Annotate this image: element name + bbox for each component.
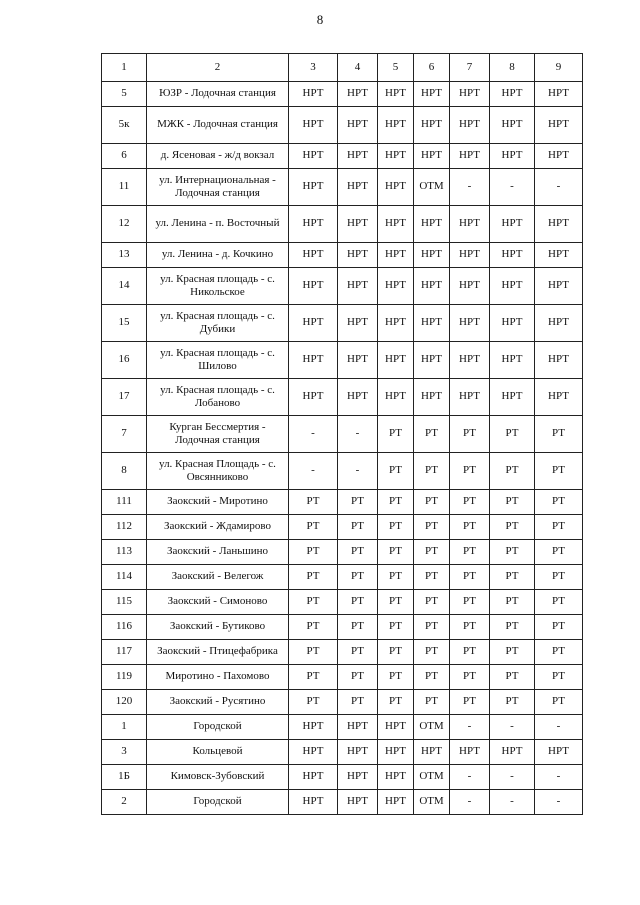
status-cell: НРТ (378, 107, 414, 144)
status-cell: НРТ (289, 342, 338, 379)
status-cell: РТ (378, 453, 414, 490)
route-name-cell: Городской (147, 790, 289, 815)
status-cell: НРТ (535, 243, 583, 268)
route-number-cell: 2 (102, 790, 147, 815)
table-row (102, 107, 583, 144)
status-cell: - (535, 765, 583, 790)
route-number-cell: 6 (102, 144, 147, 169)
page-number: 8 (316, 12, 324, 27)
status-cell: НРТ (450, 305, 490, 342)
table-row (102, 206, 583, 243)
route-number-cell: 13 (102, 243, 147, 268)
status-cell: - (289, 416, 338, 453)
route-number-cell: 12 (102, 206, 147, 243)
status-cell: НРТ (338, 144, 378, 169)
status-cell: НРТ (378, 379, 414, 416)
status-cell: НРТ (535, 82, 583, 107)
route-number-cell: 15 (102, 305, 147, 342)
table-row (102, 416, 583, 453)
table-row (102, 715, 583, 740)
status-cell: РТ (450, 490, 490, 515)
status-cell: РТ (338, 615, 378, 640)
status-cell: НРТ (289, 765, 338, 790)
status-cell: НРТ (450, 144, 490, 169)
status-cell: НРТ (289, 243, 338, 268)
status-cell: НРТ (338, 379, 378, 416)
status-cell: РТ (414, 540, 450, 565)
status-cell: РТ (490, 540, 535, 565)
status-cell: РТ (535, 416, 583, 453)
status-cell: НРТ (378, 268, 414, 305)
status-cell: НРТ (490, 144, 535, 169)
status-cell: РТ (535, 615, 583, 640)
status-cell: НРТ (450, 268, 490, 305)
status-cell: РТ (535, 453, 583, 490)
status-cell: - (450, 715, 490, 740)
status-cell: РТ (414, 416, 450, 453)
status-cell: НРТ (289, 107, 338, 144)
status-cell: НРТ (338, 206, 378, 243)
route-number-cell: 3 (102, 740, 147, 765)
column-header: 9 (535, 54, 583, 82)
status-cell: РТ (450, 590, 490, 615)
status-cell: НРТ (289, 206, 338, 243)
status-cell: РТ (338, 590, 378, 615)
status-cell: НРТ (490, 82, 535, 107)
status-cell: РТ (338, 690, 378, 715)
status-cell: НРТ (289, 379, 338, 416)
status-cell: НРТ (490, 740, 535, 765)
route-number-cell: 114 (102, 565, 147, 590)
status-cell: - (490, 715, 535, 740)
route-number-cell: 111 (102, 490, 147, 515)
status-cell: РТ (535, 690, 583, 715)
status-cell: РТ (535, 590, 583, 615)
status-cell: РТ (535, 640, 583, 665)
status-cell: НРТ (535, 107, 583, 144)
status-cell: РТ (414, 565, 450, 590)
table-row (102, 379, 583, 416)
route-number-cell: 1Б (102, 765, 147, 790)
status-cell: НРТ (414, 268, 450, 305)
status-cell: НРТ (378, 790, 414, 815)
route-name-cell: ул. Красная площадь - с. Шилово (147, 342, 289, 379)
status-cell: РТ (378, 590, 414, 615)
status-cell: НРТ (535, 379, 583, 416)
status-cell: РТ (338, 540, 378, 565)
table-row (102, 590, 583, 615)
status-cell: РТ (338, 515, 378, 540)
status-cell: НРТ (338, 765, 378, 790)
route-name-cell: Городской (147, 715, 289, 740)
status-cell: НРТ (450, 206, 490, 243)
status-cell: - (450, 790, 490, 815)
status-cell: НРТ (289, 790, 338, 815)
status-cell: НРТ (338, 268, 378, 305)
route-number-cell: 5к (102, 107, 147, 144)
status-cell: РТ (338, 565, 378, 590)
route-number-cell: 16 (102, 342, 147, 379)
status-cell: НРТ (414, 206, 450, 243)
status-cell: НРТ (450, 342, 490, 379)
route-name-cell: ул. Интернациональная - Лодочная станция (147, 169, 289, 206)
status-cell: РТ (490, 590, 535, 615)
status-cell: НРТ (535, 305, 583, 342)
status-cell: НРТ (338, 107, 378, 144)
status-cell: НРТ (414, 342, 450, 379)
route-number-cell: 7 (102, 416, 147, 453)
route-name-cell: Курган Бессмертия - Лодочная станция (147, 416, 289, 453)
route-number-cell: 1 (102, 715, 147, 740)
route-name-cell: Заокский - Велегож (147, 565, 289, 590)
table-row (102, 740, 583, 765)
route-name-cell: Заокский - Ждамирово (147, 515, 289, 540)
status-cell: РТ (338, 490, 378, 515)
column-header: 7 (450, 54, 490, 82)
status-cell: РТ (289, 490, 338, 515)
status-cell: РТ (535, 515, 583, 540)
status-cell: НРТ (490, 268, 535, 305)
table-row (102, 144, 583, 169)
status-cell: НРТ (490, 305, 535, 342)
route-name-cell: Миротино - Пахомово (147, 665, 289, 690)
status-cell: РТ (378, 416, 414, 453)
route-name-cell: Кимовск-Зубовский (147, 765, 289, 790)
status-cell: РТ (535, 665, 583, 690)
status-cell: РТ (289, 540, 338, 565)
status-cell: ОТМ (414, 790, 450, 815)
status-cell: НРТ (450, 740, 490, 765)
status-cell: НРТ (338, 82, 378, 107)
status-cell: НРТ (535, 740, 583, 765)
column-header: 5 (378, 54, 414, 82)
status-cell: НРТ (450, 107, 490, 144)
status-cell: РТ (490, 565, 535, 590)
route-name-cell: ул. Ленина - п. Восточный (147, 206, 289, 243)
status-cell: РТ (450, 540, 490, 565)
status-cell: - (490, 765, 535, 790)
status-cell: НРТ (490, 107, 535, 144)
table-row (102, 82, 583, 107)
status-cell: РТ (414, 453, 450, 490)
status-cell: НРТ (414, 243, 450, 268)
route-name-cell: МЖК - Лодочная станция (147, 107, 289, 144)
route-name-cell: Заокский - Миротино (147, 490, 289, 515)
table-row (102, 565, 583, 590)
status-cell: РТ (535, 565, 583, 590)
status-cell: НРТ (378, 169, 414, 206)
status-cell: РТ (378, 540, 414, 565)
status-cell: РТ (490, 515, 535, 540)
status-cell: - (450, 765, 490, 790)
status-cell: НРТ (414, 82, 450, 107)
route-name-cell: Заокский - Симоново (147, 590, 289, 615)
status-cell: РТ (490, 615, 535, 640)
status-cell: РТ (450, 690, 490, 715)
status-cell: НРТ (414, 740, 450, 765)
status-cell: РТ (535, 490, 583, 515)
table-row (102, 790, 583, 815)
status-cell: НРТ (338, 305, 378, 342)
route-name-cell: ул. Красная площадь - с. Никольское (147, 268, 289, 305)
status-cell: РТ (289, 515, 338, 540)
table-row (102, 765, 583, 790)
status-cell: РТ (450, 640, 490, 665)
status-cell: НРТ (378, 82, 414, 107)
route-name-cell: ул. Красная площадь - с. Дубики (147, 305, 289, 342)
route-number-cell: 119 (102, 665, 147, 690)
status-cell: НРТ (490, 243, 535, 268)
status-cell: РТ (535, 540, 583, 565)
column-header: 4 (338, 54, 378, 82)
status-cell: РТ (338, 665, 378, 690)
status-cell: РТ (490, 453, 535, 490)
status-cell: - (535, 790, 583, 815)
status-cell: НРТ (289, 740, 338, 765)
route-name-cell: Заокский - Бутиково (147, 615, 289, 640)
table-row (102, 243, 583, 268)
status-cell: НРТ (378, 342, 414, 379)
status-cell: - (535, 715, 583, 740)
status-cell: ОТМ (414, 765, 450, 790)
route-name-cell: ул. Красная площадь - с. Лобаново (147, 379, 289, 416)
status-cell: НРТ (378, 305, 414, 342)
status-cell: РТ (450, 515, 490, 540)
status-cell: НРТ (338, 169, 378, 206)
status-cell: НРТ (378, 243, 414, 268)
route-number-cell: 14 (102, 268, 147, 305)
route-number-cell: 112 (102, 515, 147, 540)
status-cell: НРТ (490, 379, 535, 416)
status-cell: РТ (450, 453, 490, 490)
status-cell: РТ (378, 490, 414, 515)
status-cell: НРТ (414, 305, 450, 342)
status-cell: НРТ (450, 379, 490, 416)
column-header: 2 (147, 54, 289, 82)
status-cell: НРТ (289, 715, 338, 740)
status-cell: РТ (338, 640, 378, 665)
table-row (102, 665, 583, 690)
status-cell: НРТ (450, 243, 490, 268)
status-cell: - (338, 453, 378, 490)
status-cell: РТ (414, 615, 450, 640)
status-cell: НРТ (378, 765, 414, 790)
status-cell: НРТ (414, 144, 450, 169)
status-cell: НРТ (338, 790, 378, 815)
status-cell: РТ (414, 640, 450, 665)
table-header-row (102, 54, 583, 82)
routes-table (101, 53, 583, 815)
status-cell: РТ (490, 490, 535, 515)
table-row (102, 305, 583, 342)
table-row (102, 169, 583, 206)
status-cell: НРТ (490, 206, 535, 243)
status-cell: РТ (378, 515, 414, 540)
status-cell: РТ (450, 665, 490, 690)
status-cell: НРТ (535, 206, 583, 243)
table-row (102, 540, 583, 565)
status-cell: РТ (414, 490, 450, 515)
status-cell: НРТ (289, 268, 338, 305)
route-number-cell: 5 (102, 82, 147, 107)
route-number-cell: 116 (102, 615, 147, 640)
status-cell: НРТ (535, 144, 583, 169)
route-name-cell: ЮЗР - Лодочная станция (147, 82, 289, 107)
status-cell: РТ (490, 665, 535, 690)
status-cell: РТ (450, 615, 490, 640)
status-cell: - (289, 453, 338, 490)
route-name-cell: ул. Ленина - д. Кочкино (147, 243, 289, 268)
status-cell: - (338, 416, 378, 453)
status-cell: РТ (490, 416, 535, 453)
status-cell: РТ (378, 640, 414, 665)
status-cell: РТ (490, 640, 535, 665)
status-cell: НРТ (414, 379, 450, 416)
status-cell: РТ (378, 565, 414, 590)
status-cell: - (450, 169, 490, 206)
table-row (102, 490, 583, 515)
table-row (102, 615, 583, 640)
table-row (102, 640, 583, 665)
route-name-cell: Заокский - Русятино (147, 690, 289, 715)
route-name-cell: ул. Красная Площадь - с. Овсянниково (147, 453, 289, 490)
column-header: 3 (289, 54, 338, 82)
route-name-cell: Заокский - Ланьшино (147, 540, 289, 565)
status-cell: НРТ (338, 342, 378, 379)
route-number-cell: 113 (102, 540, 147, 565)
status-cell: НРТ (289, 82, 338, 107)
status-cell: НРТ (338, 243, 378, 268)
status-cell: НРТ (414, 107, 450, 144)
table-row (102, 342, 583, 379)
status-cell: РТ (289, 590, 338, 615)
status-cell: НРТ (490, 342, 535, 379)
status-cell: РТ (289, 665, 338, 690)
column-header: 1 (102, 54, 147, 82)
status-cell: РТ (414, 590, 450, 615)
status-cell: РТ (378, 615, 414, 640)
status-cell: - (490, 169, 535, 206)
status-cell: НРТ (535, 342, 583, 379)
route-number-cell: 8 (102, 453, 147, 490)
status-cell: НРТ (289, 169, 338, 206)
status-cell: РТ (289, 565, 338, 590)
status-cell: НРТ (289, 305, 338, 342)
status-cell: НРТ (378, 206, 414, 243)
status-cell: - (535, 169, 583, 206)
status-cell: РТ (414, 515, 450, 540)
route-name-cell: Кольцевой (147, 740, 289, 765)
status-cell: НРТ (378, 740, 414, 765)
status-cell: НРТ (535, 268, 583, 305)
column-header: 8 (490, 54, 535, 82)
status-cell: ОТМ (414, 169, 450, 206)
route-name-cell: Заокский - Птицефабрика (147, 640, 289, 665)
status-cell: РТ (289, 690, 338, 715)
route-number-cell: 17 (102, 379, 147, 416)
route-number-cell: 120 (102, 690, 147, 715)
status-cell: РТ (289, 615, 338, 640)
status-cell: НРТ (378, 144, 414, 169)
table-row (102, 690, 583, 715)
status-cell: РТ (378, 665, 414, 690)
status-cell: НРТ (338, 715, 378, 740)
table-row (102, 453, 583, 490)
status-cell: РТ (414, 690, 450, 715)
column-header: 6 (414, 54, 450, 82)
status-cell: - (490, 790, 535, 815)
status-cell: РТ (450, 565, 490, 590)
status-cell: НРТ (338, 740, 378, 765)
route-number-cell: 11 (102, 169, 147, 206)
status-cell: РТ (414, 665, 450, 690)
route-number-cell: 115 (102, 590, 147, 615)
status-cell: НРТ (450, 82, 490, 107)
table-row (102, 515, 583, 540)
status-cell: НРТ (289, 144, 338, 169)
status-cell: НРТ (378, 715, 414, 740)
route-name-cell: д. Ясеновая - ж/д вокзал (147, 144, 289, 169)
route-number-cell: 117 (102, 640, 147, 665)
status-cell: ОТМ (414, 715, 450, 740)
status-cell: РТ (490, 690, 535, 715)
status-cell: РТ (378, 690, 414, 715)
status-cell: РТ (450, 416, 490, 453)
status-cell: РТ (289, 640, 338, 665)
table-row (102, 268, 583, 305)
